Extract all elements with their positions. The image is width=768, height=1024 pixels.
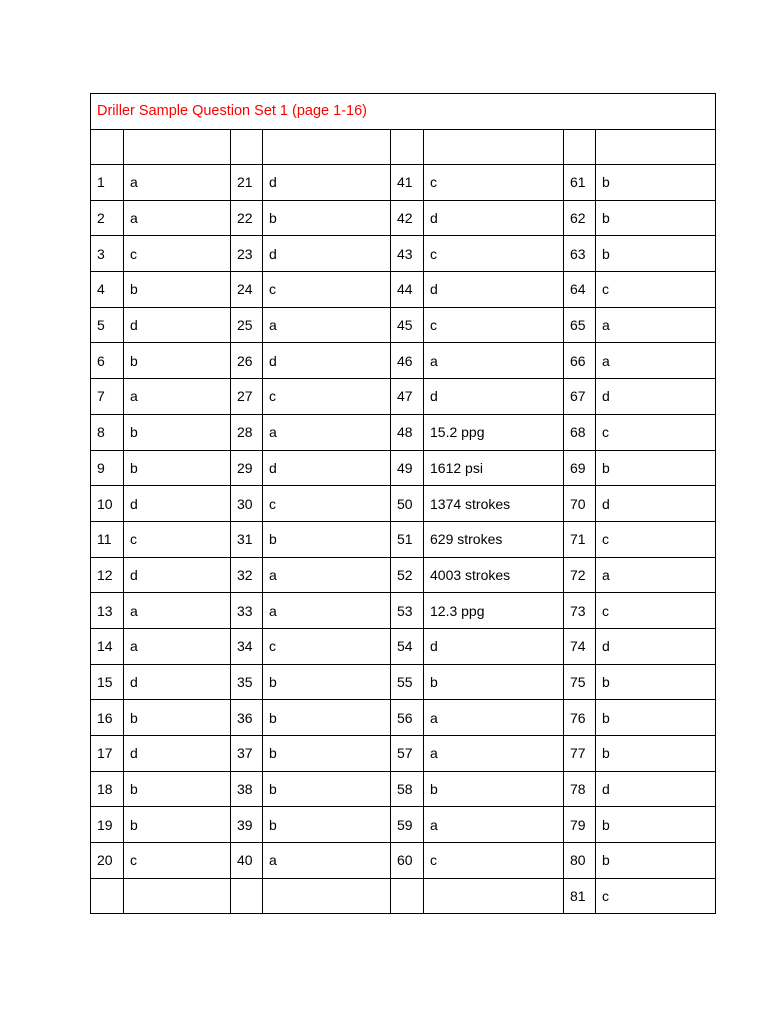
- answer-cell: a: [263, 307, 391, 343]
- question-number: 6: [91, 343, 124, 379]
- question-number: [391, 878, 424, 914]
- answer-cell: a: [424, 736, 564, 772]
- answer-cell: c: [263, 379, 391, 415]
- answer-cell: b: [596, 700, 716, 736]
- question-number: 40: [231, 843, 263, 879]
- answer-cell: a: [263, 414, 391, 450]
- question-number: 69: [564, 450, 596, 486]
- answer-cell: c: [124, 236, 231, 272]
- question-number: 68: [564, 414, 596, 450]
- answer-cell: c: [596, 414, 716, 450]
- question-number: 8: [91, 414, 124, 450]
- answer-cell: b: [263, 700, 391, 736]
- question-number: [231, 878, 263, 914]
- question-number: 12: [91, 557, 124, 593]
- question-number: 73: [564, 593, 596, 629]
- answer-cell: d: [263, 450, 391, 486]
- question-number: 15: [91, 664, 124, 700]
- question-number: 30: [231, 486, 263, 522]
- table-row: [91, 272, 716, 308]
- question-number: 51: [391, 521, 424, 557]
- question-number: 41: [391, 165, 424, 201]
- question-number: 45: [391, 307, 424, 343]
- table-row: [91, 557, 716, 593]
- answer-cell: a: [263, 593, 391, 629]
- answer-cell: b: [596, 165, 716, 201]
- answer-cell: b: [263, 200, 391, 236]
- answer-cell: c: [596, 878, 716, 914]
- question-number: 64: [564, 272, 596, 308]
- question-number: 27: [231, 379, 263, 415]
- question-number: 21: [231, 165, 263, 201]
- question-number: 56: [391, 700, 424, 736]
- blank-cell: [596, 130, 716, 165]
- question-number: 44: [391, 272, 424, 308]
- answer-cell: b: [124, 807, 231, 843]
- answer-cell: c: [263, 272, 391, 308]
- answer-cell: b: [596, 236, 716, 272]
- question-number: 31: [231, 521, 263, 557]
- blank-cell: [231, 130, 263, 165]
- question-number: 43: [391, 236, 424, 272]
- question-number: 81: [564, 878, 596, 914]
- answer-cell: b: [596, 843, 716, 879]
- question-number: 36: [231, 700, 263, 736]
- question-number: [91, 878, 124, 914]
- answer-cell: [124, 878, 231, 914]
- answer-cell: a: [424, 807, 564, 843]
- blank-cell: [391, 130, 424, 165]
- answer-cell: c: [124, 843, 231, 879]
- table-row: [91, 664, 716, 700]
- answer-cell: a: [124, 165, 231, 201]
- answer-cell: d: [124, 664, 231, 700]
- blank-cell: [124, 130, 231, 165]
- answer-cell: a: [596, 343, 716, 379]
- answer-cell: d: [424, 379, 564, 415]
- blank-header-row: [91, 130, 716, 165]
- question-number: 76: [564, 700, 596, 736]
- answer-cell: b: [263, 771, 391, 807]
- answer-cell: 629 strokes: [424, 521, 564, 557]
- question-number: 62: [564, 200, 596, 236]
- question-number: 11: [91, 521, 124, 557]
- answer-cell: c: [263, 628, 391, 664]
- table-row: [91, 165, 716, 201]
- question-number: 2: [91, 200, 124, 236]
- question-number: 47: [391, 379, 424, 415]
- question-number: 39: [231, 807, 263, 843]
- question-number: 74: [564, 628, 596, 664]
- answer-cell: b: [596, 200, 716, 236]
- question-number: 3: [91, 236, 124, 272]
- question-number: 59: [391, 807, 424, 843]
- answer-cell: b: [596, 807, 716, 843]
- answer-cell: b: [124, 771, 231, 807]
- answer-cell: a: [124, 628, 231, 664]
- answer-cell: 1612 psi: [424, 450, 564, 486]
- question-number: 71: [564, 521, 596, 557]
- answer-cell: d: [263, 236, 391, 272]
- question-number: 10: [91, 486, 124, 522]
- question-number: 19: [91, 807, 124, 843]
- question-number: 24: [231, 272, 263, 308]
- question-number: 61: [564, 165, 596, 201]
- question-number: 78: [564, 771, 596, 807]
- answer-cell: d: [124, 486, 231, 522]
- answer-cell: b: [263, 807, 391, 843]
- question-number: 79: [564, 807, 596, 843]
- answer-cell: c: [263, 486, 391, 522]
- answer-cell: 12.3 ppg: [424, 593, 564, 629]
- question-number: 17: [91, 736, 124, 772]
- answer-cell: b: [263, 664, 391, 700]
- table-row: [91, 379, 716, 415]
- question-number: 7: [91, 379, 124, 415]
- question-number: 23: [231, 236, 263, 272]
- question-number: 48: [391, 414, 424, 450]
- answer-cell: b: [424, 771, 564, 807]
- table-row: [91, 593, 716, 629]
- answer-cell: d: [424, 272, 564, 308]
- question-number: 77: [564, 736, 596, 772]
- answer-cell: a: [124, 200, 231, 236]
- question-number: 70: [564, 486, 596, 522]
- question-number: 4: [91, 272, 124, 308]
- question-number: 29: [231, 450, 263, 486]
- question-number: 37: [231, 736, 263, 772]
- table-row: [91, 878, 716, 914]
- question-number: 26: [231, 343, 263, 379]
- answer-cell: d: [263, 165, 391, 201]
- answer-cell: d: [596, 771, 716, 807]
- question-number: 33: [231, 593, 263, 629]
- answer-cell: c: [596, 272, 716, 308]
- answer-cell: 15.2 ppg: [424, 414, 564, 450]
- answer-cell: b: [124, 700, 231, 736]
- question-number: 18: [91, 771, 124, 807]
- question-number: 65: [564, 307, 596, 343]
- table-row: [91, 307, 716, 343]
- table-row: [91, 807, 716, 843]
- answer-cell: d: [424, 628, 564, 664]
- table-row: [91, 486, 716, 522]
- answer-cell: a: [124, 593, 231, 629]
- table-row: [91, 236, 716, 272]
- question-number: 52: [391, 557, 424, 593]
- question-number: 25: [231, 307, 263, 343]
- question-number: 50: [391, 486, 424, 522]
- question-number: 42: [391, 200, 424, 236]
- table-row: [91, 628, 716, 664]
- question-number: 66: [564, 343, 596, 379]
- question-number: 67: [564, 379, 596, 415]
- answer-cell: a: [263, 557, 391, 593]
- answer-cell: b: [596, 450, 716, 486]
- answer-cell: b: [263, 521, 391, 557]
- question-number: 60: [391, 843, 424, 879]
- table-body: [91, 94, 716, 914]
- answer-cell: d: [596, 628, 716, 664]
- answer-cell: c: [424, 843, 564, 879]
- answer-cell: d: [124, 736, 231, 772]
- blank-cell: [91, 130, 124, 165]
- answer-cell: a: [424, 343, 564, 379]
- question-number: 46: [391, 343, 424, 379]
- question-number: 13: [91, 593, 124, 629]
- answer-cell: b: [596, 736, 716, 772]
- blank-cell: [263, 130, 391, 165]
- question-number: 53: [391, 593, 424, 629]
- answer-cell: b: [124, 414, 231, 450]
- answer-cell: b: [124, 272, 231, 308]
- answer-cell: d: [424, 200, 564, 236]
- answer-cell: [263, 878, 391, 914]
- table-row: [91, 343, 716, 379]
- answer-cell: b: [124, 343, 231, 379]
- question-number: 32: [231, 557, 263, 593]
- question-number: 63: [564, 236, 596, 272]
- answer-cell: d: [263, 343, 391, 379]
- answer-cell: 1374 strokes: [424, 486, 564, 522]
- answer-cell: [424, 878, 564, 914]
- answer-cell: 4003 strokes: [424, 557, 564, 593]
- answer-cell: b: [263, 736, 391, 772]
- table-row: [91, 700, 716, 736]
- answer-cell: a: [596, 557, 716, 593]
- title-row: [91, 94, 716, 130]
- question-number: 16: [91, 700, 124, 736]
- answer-cell: c: [424, 165, 564, 201]
- question-number: 55: [391, 664, 424, 700]
- question-number: 54: [391, 628, 424, 664]
- table-row: [91, 736, 716, 772]
- answer-cell: d: [596, 379, 716, 415]
- answer-cell: c: [124, 521, 231, 557]
- question-number: 80: [564, 843, 596, 879]
- question-number: 58: [391, 771, 424, 807]
- question-number: 38: [231, 771, 263, 807]
- question-number: 35: [231, 664, 263, 700]
- question-number: 9: [91, 450, 124, 486]
- question-number: 75: [564, 664, 596, 700]
- answer-cell: c: [596, 593, 716, 629]
- question-number: 5: [91, 307, 124, 343]
- table-title: Driller Sample Question Set 1 (page 1-16): [91, 94, 716, 130]
- answer-cell: d: [124, 307, 231, 343]
- answer-cell: c: [596, 521, 716, 557]
- question-number: 72: [564, 557, 596, 593]
- answer-cell: d: [124, 557, 231, 593]
- table-row: [91, 521, 716, 557]
- question-number: 1: [91, 165, 124, 201]
- table-row: [91, 200, 716, 236]
- answer-key-table: [90, 93, 716, 914]
- question-number: 34: [231, 628, 263, 664]
- answer-cell: a: [596, 307, 716, 343]
- answer-cell: b: [124, 450, 231, 486]
- question-number: 20: [91, 843, 124, 879]
- table-row: [91, 450, 716, 486]
- answer-cell: a: [263, 843, 391, 879]
- blank-cell: [564, 130, 596, 165]
- answer-cell: c: [424, 236, 564, 272]
- table-row: [91, 843, 716, 879]
- question-number: 28: [231, 414, 263, 450]
- blank-cell: [424, 130, 564, 165]
- answer-cell: c: [424, 307, 564, 343]
- answer-cell: b: [596, 664, 716, 700]
- answer-cell: a: [424, 700, 564, 736]
- question-number: 14: [91, 628, 124, 664]
- answer-cell: b: [424, 664, 564, 700]
- table-row: [91, 771, 716, 807]
- question-number: 49: [391, 450, 424, 486]
- question-number: 22: [231, 200, 263, 236]
- answer-cell: a: [124, 379, 231, 415]
- question-number: 57: [391, 736, 424, 772]
- answer-cell: d: [596, 486, 716, 522]
- table-row: [91, 414, 716, 450]
